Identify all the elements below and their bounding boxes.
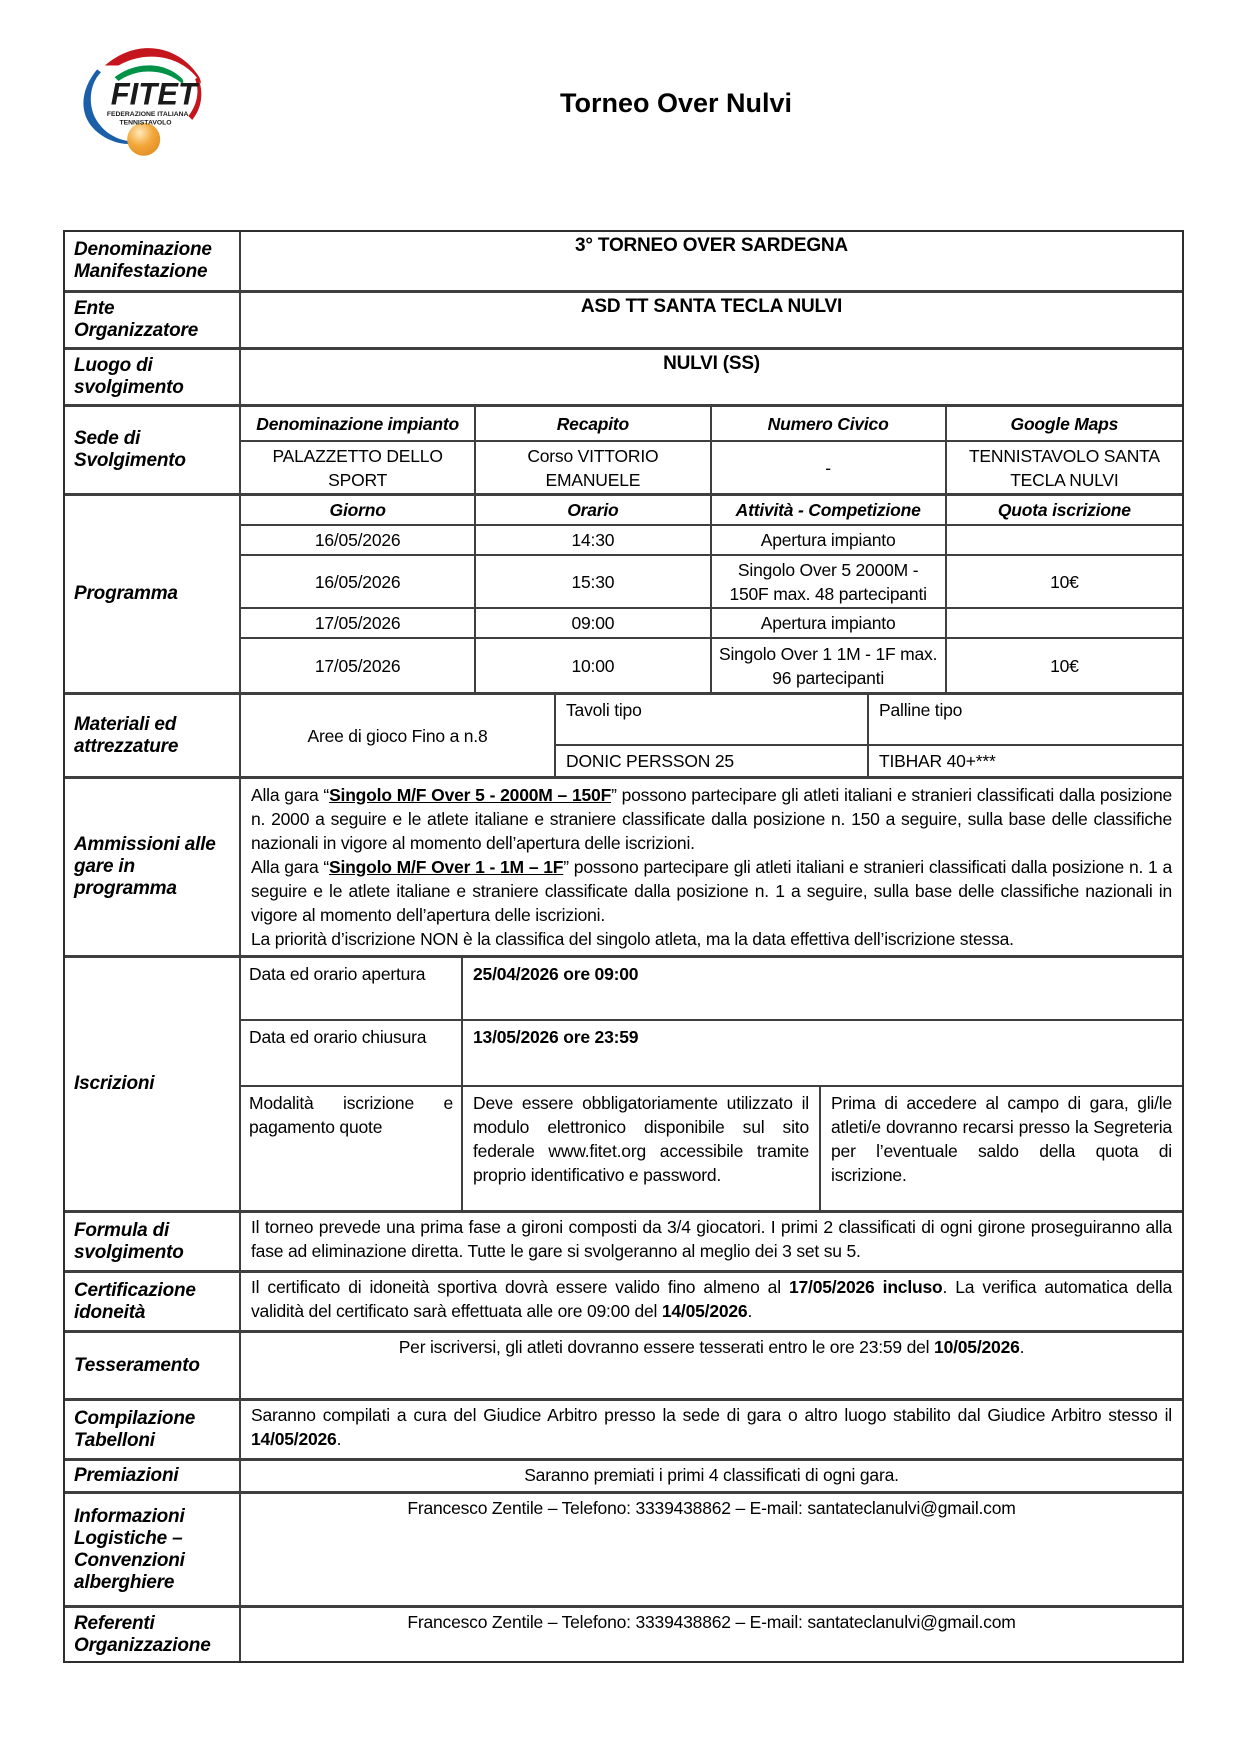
row-label: Certificazione idoneità [65, 1273, 241, 1330]
row-informazioni [65, 1491, 1182, 1605]
programma-orario: 09:00 [476, 609, 711, 637]
programma-quota: 10€ [1050, 655, 1079, 676]
iscrizioni-chiusura-row [241, 1021, 1182, 1087]
row-referenti [65, 1605, 1182, 1661]
row-certificazione [65, 1270, 1182, 1330]
row-label: Programma [65, 496, 241, 692]
ammissioni-paragraph-3: La priorità d’iscrizione NON è la classifica del singolo atleta, ma la data effettiva dell’iscrizione stessa. [251, 929, 1014, 949]
row-label: Informazioni Logistiche – Convenzioni alberghiere [65, 1494, 241, 1605]
ammissioni-text [241, 779, 1182, 955]
ente-value: ASD TT SANTA TECLA NULVI [580, 296, 843, 317]
programma-header-giorno: Giorno [241, 496, 476, 524]
materiali-tavoli-value: DONIC PERSSON 25 [556, 744, 869, 776]
row-iscrizioni [65, 955, 1182, 1210]
row-luogo [65, 347, 1182, 404]
sede-header-impianto: Denominazione impianto [241, 407, 476, 440]
materiali-palline-label: Palline tipo [879, 700, 963, 720]
programma-header-orario: Orario [476, 496, 711, 524]
programma-row [241, 526, 1182, 556]
row-tesseramento [65, 1330, 1182, 1398]
row-label: Sede di Svolgimento [65, 407, 241, 493]
programma-attivita: Apertura impianto [712, 526, 947, 554]
programma-attivita: Singolo Over 1 1M - 1F max. 96 partecipanti [712, 639, 947, 692]
programma-giorno: 17/05/2026 [241, 609, 476, 637]
ammissioni-paragraph-2: Alla gara “Singolo M/F Over 1 - 1M – 1F” possono partecipare gli atleti italiani e stranieri classificati dalla posizione n. 1 a seguire e le atlete italiane e straniere classificate dalla posizione n. 1 a seguire, sulla base delle classifiche nazionali in vigore al momento dell’apertura delle iscrizioni. [251, 857, 1172, 925]
programma-giorno: 16/05/2026 [241, 556, 476, 607]
row-label: Premiazioni [65, 1461, 241, 1491]
row-label: Compilazione Tabelloni [65, 1401, 241, 1458]
programma-attivita: Singolo Over 5 2000M - 150F max. 48 partecipanti [712, 556, 947, 607]
premiazioni-text: Saranno premiati i primi 4 classificati di ogni gara. [524, 1465, 899, 1485]
row-label: Referenti Organizzazione [65, 1608, 241, 1661]
sede-recapito: Corso VITTORIO EMANUELE [476, 442, 711, 493]
tesseramento-text: Per iscriversi, gli atleti dovranno essere tesserati entro le ore 23:59 del 10/05/2026. [398, 1337, 1025, 1357]
row-formula [65, 1210, 1182, 1270]
sede-header-civico: Numero Civico [712, 407, 947, 440]
row-programma [65, 493, 1182, 692]
sede-header-row [241, 407, 1182, 442]
row-label: Ente Organizzatore [65, 293, 241, 347]
row-denominazione [65, 232, 1182, 290]
row-label: Iscrizioni [65, 958, 241, 1210]
row-label: Luogo di svolgimento [65, 350, 241, 404]
logo-wordmark: FITET [110, 76, 197, 112]
fitet-logo-graphic [68, 36, 233, 161]
programma-orario: 15:30 [476, 556, 711, 607]
luogo-value: NULVI (SS) [663, 353, 760, 374]
programma-orario: 10:00 [476, 639, 711, 692]
sede-maps: TENNISTAVOLO SANTA TECLA NULVI [968, 445, 1160, 490]
programma-header-row [241, 496, 1182, 526]
materiali-aree: Aree di gioco Fino a n.8 [241, 695, 556, 776]
ammissioni-paragraph-1: Alla gara “Singolo M/F Over 5 - 2000M – 150F” possono partecipare gli atleti italiani e stranieri classificati dalla posizione n. 2000 a seguire e le atlete italiane e straniere classificate dalla posizione n. 150 a seguire, sulla base delle classifiche nazionali in vigore al momento dell’apertura delle iscrizioni. [251, 785, 1173, 853]
row-ammissioni [65, 776, 1182, 955]
materiali-tavoli-label: Tavoli tipo [556, 695, 869, 744]
formula-text: Il torneo prevede una prima fase a gironi composti da 3/4 giocatori. I primi 2 classificati di ogni girone proseguiranno alla fase ad eliminazione diretta. Tutte le gare si svolgeranno al meglio dei 3 set su 5. [251, 1217, 1172, 1261]
row-label: Tesseramento [65, 1333, 241, 1398]
row-materiali [65, 692, 1182, 776]
programma-attivita: Apertura impianto [712, 609, 947, 637]
iscrizioni-chiusura-label: Data ed orario chiusura [241, 1021, 463, 1085]
iscrizioni-modalita-row [241, 1087, 1182, 1210]
referenti-contact: Francesco Zentile – Telefono: 3339438862 – E-mail: santateclanulvi@gmail.com [407, 1612, 1016, 1632]
certificazione-text: Il certificato di idoneità sportiva dovrà essere valido fino almeno al 17/05/2026 incluso. La verifica automatica della validità del certificato sarà effettuata alle ore 09:00 del 14/05/2026. [251, 1277, 1172, 1321]
row-label: Denominazione Manifestazione [65, 232, 241, 290]
programma-orario: 14:30 [476, 526, 711, 554]
row-ente [65, 290, 1182, 347]
logo-sub2: TENNISTAVOLO [119, 119, 172, 127]
sede-header-maps: Google Maps [1010, 413, 1119, 434]
row-compilazione [65, 1398, 1182, 1458]
iscrizioni-chiusura-value: 13/05/2026 ore 23:59 [473, 1027, 639, 1047]
sede-civico: - [712, 442, 947, 493]
materiali-palline-value: TIBHAR 40+*** [869, 744, 1182, 776]
programma-row [241, 609, 1182, 639]
programma-quota: 10€ [1050, 571, 1079, 592]
programma-giorno: 16/05/2026 [241, 526, 476, 554]
denominazione-value: 3° TORNEO OVER SARDEGNA [575, 235, 848, 256]
programma-giorno: 17/05/2026 [241, 639, 476, 692]
iscrizioni-modalita-label: Modalità iscrizione e pagamento quote [241, 1087, 463, 1210]
row-label: Formula di svolgimento [65, 1213, 241, 1270]
programma-header-quota: Quota iscrizione [997, 500, 1131, 520]
programma-quota [947, 526, 1182, 554]
sede-values-row [241, 442, 1182, 493]
fitet-logo [68, 36, 233, 161]
programma-row [241, 639, 1182, 692]
logo-sub1: FEDERAZIONE ITALIANA [106, 110, 189, 118]
programma-header-attivita: Attività - Competizione [712, 496, 947, 524]
compilazione-text: Saranno compilati a cura del Giudice Arbitro presso la sede di gara o altro luogo stabilito dal Giudice Arbitro stesso il 14/05/2026. [251, 1405, 1172, 1449]
programma-quota [947, 609, 1182, 637]
tournament-table [63, 230, 1184, 1663]
informazioni-contact: Francesco Zentile – Telefono: 3339438862 – E-mail: santateclanulvi@gmail.com [407, 1498, 1016, 1518]
sede-header-recapito: Recapito [476, 407, 711, 440]
row-premiazioni [65, 1458, 1182, 1491]
iscrizioni-modalita-procedure: Deve essere obbligatoriamente utilizzato il modulo elettronico disponibile sul sito federale www.fitet.org accessibile tramite proprio identificativo e password. [463, 1087, 821, 1210]
row-sede [65, 404, 1182, 493]
row-label: Materiali ed attrezzature [65, 695, 241, 776]
row-label: Ammissioni alle gare in programma [65, 779, 241, 955]
iscrizioni-apertura-row [241, 958, 1182, 1021]
logo-ball [127, 123, 160, 156]
sede-impianto: PALAZZETTO DELLO SPORT [241, 442, 476, 493]
iscrizioni-modalita-pagamento: Prima di accedere al campo di gara, gli/le atleti/e dovranno recarsi presso la Segreteria per l’eventuale saldo della quota di iscrizione. [831, 1093, 1172, 1185]
iscrizioni-apertura-label: Data ed orario apertura [241, 958, 463, 1019]
page-title: Torneo Over Nulvi [559, 88, 793, 118]
programma-row [241, 556, 1182, 609]
iscrizioni-apertura-value: 25/04/2026 ore 09:00 [473, 964, 639, 984]
